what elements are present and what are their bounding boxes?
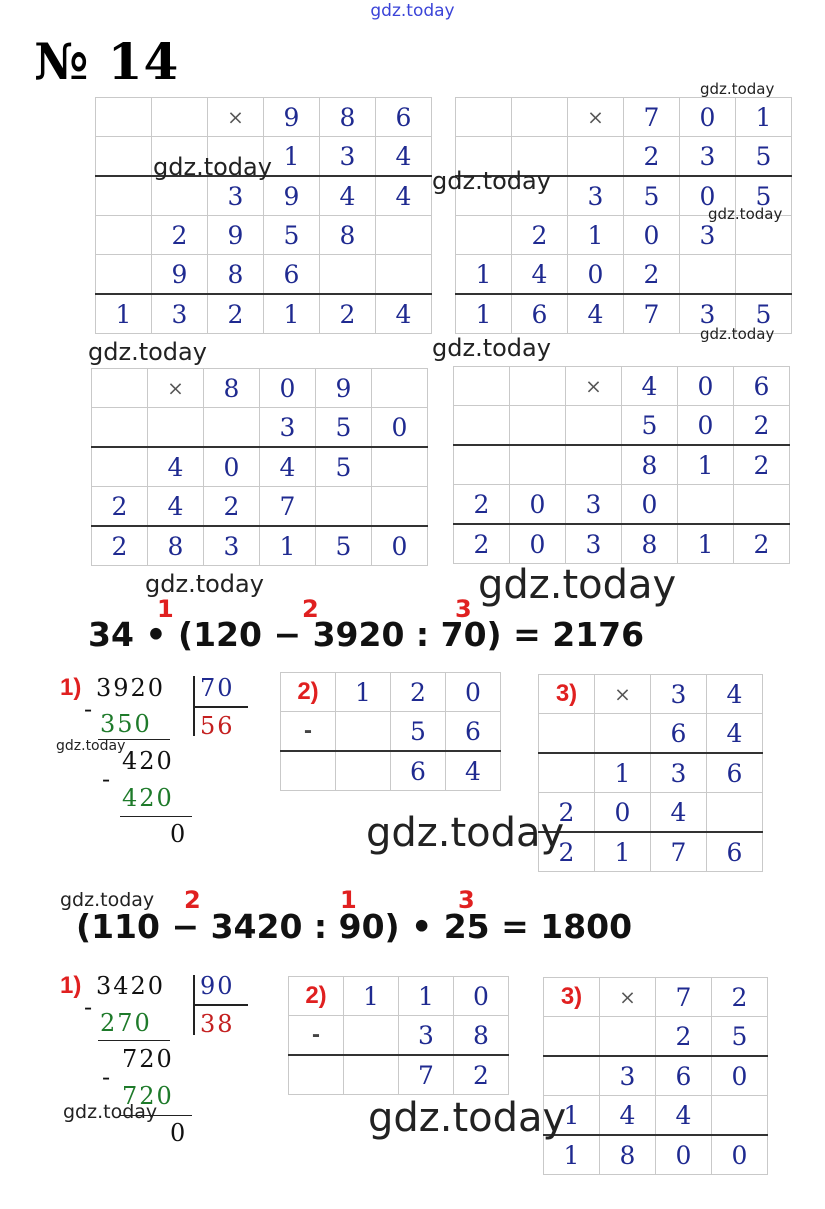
grid-cell: 3: [680, 294, 736, 334]
grid-cell: 9: [208, 216, 264, 255]
grid-cell: 8: [454, 1016, 509, 1056]
grid-cell: 1: [264, 137, 320, 177]
grid-cell: 0: [656, 1135, 712, 1175]
grid-cell: 6: [656, 1056, 712, 1096]
grid-cell: 7: [656, 978, 712, 1017]
grid-cell: [736, 255, 792, 295]
quotient-2: 38: [200, 1010, 235, 1038]
order-mark-3b: 3: [458, 886, 475, 914]
grid-cell: 3: [566, 524, 622, 564]
watermark: gdz.today: [60, 889, 155, 911]
grid-cell: 1: [344, 977, 399, 1016]
grid-cell: [96, 137, 152, 177]
grid-cell: 3: [566, 485, 622, 525]
minus-sign: -: [84, 695, 95, 723]
grid-cell: 9: [152, 255, 208, 295]
subtrahend-1: 350: [100, 710, 152, 738]
grid-cell: [204, 408, 260, 448]
grid-cell: [372, 487, 428, 527]
grid-cell: [539, 753, 595, 793]
grid-cell: 7: [260, 487, 316, 527]
grid-cell: [539, 714, 595, 754]
grid-cell: 5: [736, 137, 792, 177]
grid-cell: 4: [376, 176, 432, 216]
grid-cell: ×: [595, 675, 651, 714]
grid-cell: [707, 793, 763, 833]
grid-cell: 6: [512, 294, 568, 334]
remainder-final: 0: [170, 820, 188, 848]
grid-cell: 8: [204, 369, 260, 408]
grid-cell: 2: [512, 216, 568, 255]
grid-cell: 4: [148, 447, 204, 487]
grid-cell: 6: [264, 255, 320, 295]
grid-cell: [372, 369, 428, 408]
grid-cell: [566, 406, 622, 446]
grid-cell: 0: [204, 447, 260, 487]
multiplication-grid-986x134: [95, 97, 432, 334]
grid-cell: [456, 98, 512, 137]
grid-cell: 0: [678, 406, 734, 446]
grid-cell: [680, 255, 736, 295]
remainder-final-2: 0: [170, 1119, 188, 1147]
quotient: 56: [200, 712, 235, 740]
grid-cell: 0: [680, 98, 736, 137]
watermark: gdz.today: [708, 205, 783, 223]
grid-cell: 1: [336, 673, 391, 712]
grid-cell: -: [281, 712, 336, 752]
subtrahend-2: 420: [122, 784, 174, 812]
grid-cell: 1: [544, 1135, 600, 1175]
grid-cell: -: [289, 1016, 344, 1056]
grid-cell: 4: [260, 447, 316, 487]
grid-cell: 2: [656, 1017, 712, 1057]
grid-cell: 2): [281, 673, 336, 712]
step-label-1: 1): [60, 674, 82, 701]
expression-2: (110 − 3420 : 90) • 25 = 1800: [76, 907, 633, 946]
watermark: gdz.today: [700, 80, 775, 98]
subtrahend-4: 720: [122, 1082, 174, 1110]
grid-cell: [92, 369, 148, 408]
grid-cell: 5: [391, 712, 446, 752]
grid-cell: 1: [595, 832, 651, 872]
grid-cell: [372, 447, 428, 487]
grid-cell: 1: [678, 445, 734, 485]
grid-cell: 4: [600, 1096, 656, 1136]
remainder-1: 420: [122, 747, 174, 775]
grid-cell: 3: [651, 753, 707, 793]
multiplication-grid-406x502: [453, 366, 790, 564]
watermark: gdz.today: [432, 334, 551, 362]
grid-cell: 2: [454, 1055, 509, 1095]
subtrahend-3: 270: [100, 1009, 152, 1037]
grid-cell: [316, 487, 372, 527]
grid-cell: 2: [734, 524, 790, 564]
grid-cell: 5: [316, 447, 372, 487]
grid-cell: 5: [736, 176, 792, 216]
grid-cell: 2: [712, 978, 768, 1017]
grid-cell: 0: [510, 485, 566, 525]
grid-cell: 5: [264, 216, 320, 255]
watermark: gdz.today: [368, 1095, 567, 1141]
grid-cell: 6: [707, 753, 763, 793]
grid-cell: 0: [622, 485, 678, 525]
grid-cell: 8: [622, 524, 678, 564]
grid-cell: 8: [208, 255, 264, 295]
grid-cell: 1: [96, 294, 152, 334]
grid-cell: 3: [204, 526, 260, 566]
grid-cell: [92, 408, 148, 448]
grid-cell: 5: [622, 406, 678, 446]
grid-cell: 7: [651, 832, 707, 872]
watermark: gdz.today: [366, 810, 565, 856]
grid-cell: [148, 408, 204, 448]
multiplication-grid-72x25: [543, 977, 768, 1175]
grid-cell: 6: [391, 751, 446, 791]
minus-sign-2: -: [102, 765, 113, 793]
grid-cell: 2): [289, 977, 344, 1016]
grid-cell: [152, 176, 208, 216]
grid-cell: 0: [454, 977, 509, 1016]
watermark: gdz.today: [88, 338, 207, 366]
step-label-1b: 1): [60, 972, 82, 999]
grid-cell: [566, 445, 622, 485]
order-mark-2b: 2: [184, 886, 201, 914]
grid-cell: [454, 406, 510, 446]
grid-cell: [376, 255, 432, 295]
grid-cell: 0: [372, 408, 428, 448]
grid-cell: [96, 176, 152, 216]
grid-cell: 1: [736, 98, 792, 137]
grid-cell: 4: [568, 294, 624, 334]
underline-2: [120, 816, 192, 817]
grid-cell: 2: [624, 255, 680, 295]
grid-cell: [510, 445, 566, 485]
grid-cell: 4: [512, 255, 568, 295]
grid-cell: 2: [454, 524, 510, 564]
grid-cell: [344, 1016, 399, 1056]
grid-cell: 8: [622, 445, 678, 485]
grid-cell: [92, 447, 148, 487]
grid-cell: 8: [600, 1135, 656, 1175]
grid-cell: 3: [260, 408, 316, 448]
grid-cell: [336, 712, 391, 752]
grid-cell: [456, 216, 512, 255]
grid-cell: 3: [600, 1056, 656, 1096]
grid-cell: 4: [148, 487, 204, 527]
grid-cell: 0: [712, 1135, 768, 1175]
grid-cell: 8: [320, 98, 376, 137]
grid-cell: 0: [446, 673, 501, 712]
grid-cell: ×: [568, 98, 624, 137]
dividend-2: 3420: [96, 972, 166, 1000]
grid-cell: 4: [656, 1096, 712, 1136]
grid-cell: [510, 367, 566, 406]
grid-cell: [320, 255, 376, 295]
minus-sign-3: -: [84, 993, 95, 1021]
grid-cell: 1: [399, 977, 454, 1016]
grid-cell: 5: [712, 1017, 768, 1057]
grid-cell: ×: [208, 98, 264, 137]
grid-cell: 8: [148, 526, 204, 566]
grid-cell: [568, 137, 624, 177]
grid-cell: 5: [624, 176, 680, 216]
watermark: gdz.today: [432, 167, 551, 195]
grid-cell: [600, 1017, 656, 1057]
grid-cell: 1: [456, 255, 512, 295]
grid-cell: 4: [376, 137, 432, 177]
page-title: № 14: [34, 32, 180, 91]
grid-cell: 0: [372, 526, 428, 566]
grid-cell: 1: [456, 294, 512, 334]
grid-cell: [678, 485, 734, 525]
grid-cell: [281, 751, 336, 791]
grid-cell: 0: [680, 176, 736, 216]
grid-cell: 2: [152, 216, 208, 255]
watermark: gdz.today: [700, 325, 775, 343]
grid-cell: [152, 98, 208, 137]
grid-cell: 4: [707, 675, 763, 714]
grid-cell: 2: [454, 485, 510, 525]
grid-cell: 9: [264, 176, 320, 216]
grid-cell: [289, 1055, 344, 1095]
watermark: gdz.today: [63, 1101, 158, 1123]
grid-cell: [712, 1096, 768, 1136]
grid-cell: 3: [680, 216, 736, 255]
grid-cell: 5: [736, 294, 792, 334]
remainder-2: 720: [122, 1045, 174, 1073]
grid-cell: [544, 1056, 600, 1096]
grid-cell: 0: [510, 524, 566, 564]
grid-cell: 4: [707, 714, 763, 754]
grid-cell: 1: [595, 753, 651, 793]
division-bar-horizontal-2: [193, 1004, 248, 1006]
grid-cell: 4: [622, 367, 678, 406]
grid-cell: 6: [376, 98, 432, 137]
grid-cell: 3: [568, 176, 624, 216]
grid-cell: [544, 1017, 600, 1057]
grid-cell: 1: [568, 216, 624, 255]
grid-cell: [344, 1055, 399, 1095]
grid-cell: 2: [539, 793, 595, 833]
grid-cell: 3: [399, 1016, 454, 1056]
grid-cell: 2: [92, 487, 148, 527]
grid-cell: 2: [320, 294, 376, 334]
top-watermark: gdz.today: [370, 1, 455, 21]
order-mark-1: 3: [455, 595, 472, 623]
grid-cell: 0: [595, 793, 651, 833]
grid-cell: 2: [734, 406, 790, 446]
grid-cell: [96, 216, 152, 255]
grid-cell: [512, 98, 568, 137]
divisor-2: 90: [200, 972, 235, 1000]
subtraction-grid-110-38: [288, 976, 509, 1095]
divisor: 70: [200, 674, 235, 702]
grid-cell: 1: [260, 526, 316, 566]
expression-1: 34 • (120 − 3920 : 70) = 2176: [88, 615, 645, 654]
grid-cell: 4: [376, 294, 432, 334]
multiplication-grid-34x64: [538, 674, 763, 872]
order-mark-3: 1: [157, 595, 174, 623]
underline-3: [98, 1040, 170, 1041]
grid-cell: 4: [446, 751, 501, 791]
grid-cell: 8: [320, 216, 376, 255]
grid-cell: 6: [707, 832, 763, 872]
order-mark-1b: 1: [340, 886, 357, 914]
grid-cell: 2: [539, 832, 595, 872]
grid-cell: [336, 751, 391, 791]
grid-cell: [454, 445, 510, 485]
grid-cell: 3): [544, 978, 600, 1017]
grid-cell: ×: [566, 367, 622, 406]
grid-cell: 6: [651, 714, 707, 754]
grid-cell: 0: [260, 369, 316, 408]
grid-cell: 9: [316, 369, 372, 408]
grid-cell: 2: [204, 487, 260, 527]
dividend: 3920: [96, 674, 166, 702]
grid-cell: 2: [92, 526, 148, 566]
grid-cell: 3: [320, 137, 376, 177]
grid-cell: [96, 255, 152, 295]
grid-cell: 2: [734, 445, 790, 485]
watermark: gdz.today: [478, 562, 677, 608]
grid-cell: ×: [600, 978, 656, 1017]
grid-cell: 0: [678, 367, 734, 406]
watermark: gdz.today: [56, 738, 126, 754]
grid-cell: 9: [264, 98, 320, 137]
order-mark-2: 2: [302, 595, 319, 623]
subtraction-grid-120-56: [280, 672, 501, 791]
grid-cell: 0: [624, 216, 680, 255]
grid-cell: 5: [316, 408, 372, 448]
grid-cell: 2: [391, 673, 446, 712]
grid-cell: 7: [399, 1055, 454, 1095]
division-bar-horizontal: [193, 706, 248, 708]
grid-cell: [96, 98, 152, 137]
grid-cell: 1: [264, 294, 320, 334]
minus-sign-4: -: [102, 1063, 113, 1091]
grid-cell: [376, 216, 432, 255]
grid-cell: 5: [316, 526, 372, 566]
grid-cell: 1: [678, 524, 734, 564]
grid-cell: 4: [320, 176, 376, 216]
grid-cell: ×: [148, 369, 204, 408]
grid-cell: 0: [568, 255, 624, 295]
multiplication-grid-809x350: [91, 368, 428, 566]
grid-cell: 3: [208, 176, 264, 216]
grid-cell: 4: [651, 793, 707, 833]
grid-cell: 0: [712, 1056, 768, 1096]
grid-cell: 3: [651, 675, 707, 714]
grid-cell: 6: [734, 367, 790, 406]
grid-cell: 3: [152, 294, 208, 334]
grid-cell: 6: [446, 712, 501, 752]
grid-cell: 7: [624, 98, 680, 137]
grid-cell: [595, 714, 651, 754]
grid-cell: 2: [624, 137, 680, 177]
grid-cell: 3): [539, 675, 595, 714]
grid-cell: [454, 367, 510, 406]
watermark: gdz.today: [153, 153, 272, 181]
grid-cell: 2: [208, 294, 264, 334]
grid-cell: 1: [544, 1096, 600, 1136]
grid-cell: [510, 406, 566, 446]
grid-cell: 7: [624, 294, 680, 334]
grid-cell: 3: [680, 137, 736, 177]
watermark: gdz.today: [145, 570, 264, 598]
grid-cell: [734, 485, 790, 525]
